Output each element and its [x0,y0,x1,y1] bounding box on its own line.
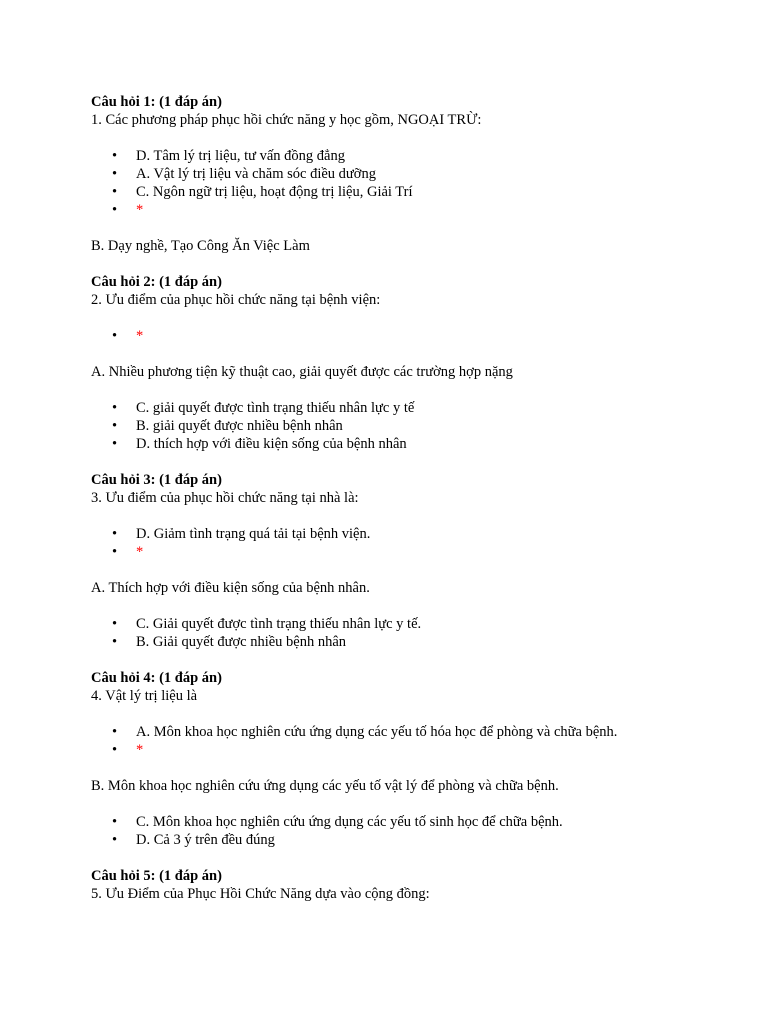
question-block-4 [91,669,731,867]
bullet-icon: • [112,148,118,164]
correct-answer: B. Dạy nghề, Tạo Công Ăn Việc Làm [91,238,310,254]
correct-marker: * [136,328,144,344]
option-item: • A. Vật lý trị liệu và chăm sóc điều dưỡng [112,166,376,182]
option-list [91,147,731,219]
answer-marker-item [91,741,731,759]
option-item: • C. Ngôn ngữ trị liệu, hoạt động trị liệu, Giải Trí [112,184,413,200]
option-item: • C. giải quyết được tình trạng thiếu nhân lực y tế [112,400,415,416]
option-item: • C. Giải quyết được tình trạng thiếu nhân lực y tế. [112,616,422,632]
option-item: • A. Môn khoa học nghiên cứu ứng dụng các yếu tố hóa học để phòng và chữa bệnh. [112,724,618,740]
option-list [91,615,731,651]
option-list [91,525,731,561]
question-text: 5. Ưu Điểm của Phục Hồi Chức Năng dựa vào cộng đồng: [91,886,430,902]
bullet-icon: • [112,166,118,182]
bullet-icon: • [112,832,118,848]
question-block-5 [91,867,731,903]
bullet-icon: • [112,436,118,452]
quiz-document [91,93,731,903]
question-header: Câu hỏi 3: (1 đáp án) [91,472,222,488]
option-item: • D. Giảm tình trạng quá tải tại bệnh viện. [112,526,371,542]
answer-marker-item [91,327,731,345]
bullet-icon: • [112,634,118,650]
correct-answer: B. Môn khoa học nghiên cứu ứng dụng các yếu tố vật lý để phòng và chữa bệnh. [91,778,559,794]
option-item: • D. thích hợp với điều kiện sống của bệnh nhân [112,436,407,452]
question-block-3 [91,471,731,669]
bullet-icon: • [112,400,118,416]
bullet-icon: • [112,544,118,560]
question-text: 4. Vật lý trị liệu là [91,688,198,704]
correct-marker: * [136,202,144,218]
correct-marker: * [136,742,144,758]
option-item: • D. Cả 3 ý trên đều đúng [112,832,275,848]
option-list [91,399,731,453]
question-block-2 [91,273,731,471]
bullet-icon: • [112,742,118,758]
question-text: 3. Ưu điểm của phục hồi chức năng tại nhà là: [91,490,359,506]
option-list [91,813,731,849]
bullet-icon: • [112,616,118,632]
bullet-icon: • [112,184,118,200]
option-item: • D. Tâm lý trị liệu, tư vấn đồng đẳng [112,148,345,164]
question-text: 1. Các phương pháp phục hồi chức năng y học gồm, NGOẠI TRỪ: [91,112,482,128]
answer-marker-item [91,201,731,219]
bullet-icon: • [112,526,118,542]
question-header: Câu hỏi 4: (1 đáp án) [91,670,222,686]
bullet-icon: • [112,202,118,218]
correct-answer: A. Nhiều phương tiện kỹ thuật cao, giải quyết được các trường hợp nặng [91,364,513,380]
option-list [91,327,731,345]
option-item: • B. Giải quyết được nhiều bệnh nhân [112,634,347,650]
bullet-icon: • [112,814,118,830]
bullet-icon: • [112,418,118,434]
question-header: Câu hỏi 1: (1 đáp án) [91,94,222,110]
option-list [91,723,731,759]
bullet-icon: • [112,328,118,344]
option-item: • C. Môn khoa học nghiên cứu ứng dụng các yếu tố sinh học để chữa bệnh. [112,814,563,830]
question-header: Câu hỏi 2: (1 đáp án) [91,274,222,290]
question-header: Câu hỏi 5: (1 đáp án) [91,868,222,884]
question-block-1 [91,93,731,273]
question-text: 2. Ưu điểm của phục hồi chức năng tại bệnh viện: [91,292,381,308]
option-item: • B. giải quyết được nhiều bệnh nhân [112,418,343,434]
correct-answer: A. Thích hợp với điều kiện sống của bệnh nhân. [91,580,370,596]
bullet-icon: • [112,724,118,740]
answer-marker-item [91,543,731,561]
correct-marker: * [136,544,144,560]
